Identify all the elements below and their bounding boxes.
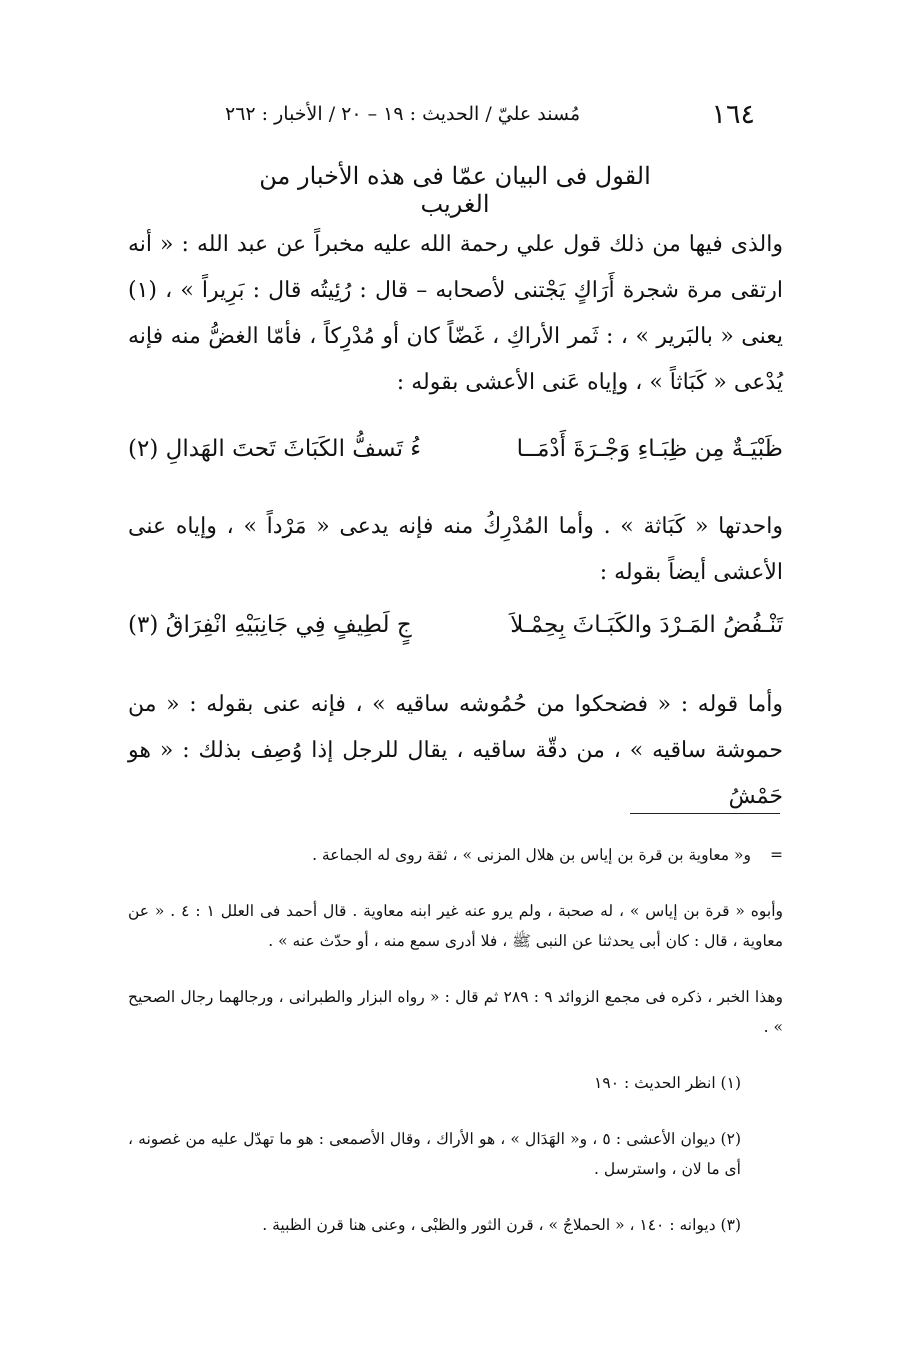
paragraph-1: والذى فيها من ذلك قول علي رحمة الله عليه مخبراً عن عبد الله : « أنه ارتقى مرة شجرة أَرَاكٍ يَجْتنى لأصحابه – قال : رُئِيتُه قال : بَرِيراً » ، (١) يعنى « بالبَرير » ، : ثَمر الأراكِ ، غَضّاً كان أو مُدْرِكاً ، فأمّا الغضُّ منه فإنه يُدْعى « كَبَاثاً » ، وإياه عَنى الأعشى بقوله : bbox=[128, 232, 783, 395]
running-title: مُسند عليّ / الحديث : ١٩ – ٢٠ / الأخبار : ٢٦٢ bbox=[225, 103, 581, 125]
footnote-3: (٣) ديوانه : ١٤٠ ، « الحملاجُ » ، قرن الثور والظبْى ، وعنى هنا قرن الظبية . bbox=[262, 1216, 741, 1234]
page-header bbox=[225, 94, 755, 134]
continuation-marker: = bbox=[770, 846, 783, 864]
footnote-divider bbox=[630, 813, 780, 814]
page-number: ١٦٤ bbox=[711, 98, 755, 130]
footnote-continuation-1-text: و« معاوية بن قرة بن إياس بن هلال المزنى » ، ثقة روى له الجماعة . bbox=[312, 846, 751, 864]
footnote-continuation-3: وهذا الخبر ، ذكره فى مجمع الزوائد ٩ : ٢٨٩ ثم قال : « رواه البزار والطبرانى ، ورجالهما رجال الصحيح » . bbox=[128, 988, 783, 1036]
footnote-2: (٢) ديوان الأعشى : ٥ ، و« الهَدَال » ، هو الأراك ، وقال الأصمعى : هو ما تهدّل عليه من غصونه ، أى ما لان ، واسترسل . bbox=[128, 1130, 741, 1178]
paragraph-3: وأما قوله : « فضحكوا من حُمُوشه ساقيه » ، فإنه عنى بقوله : « من حموشة ساقيه » ، من دقّة ساقيه ، يقال للرجل إذا وُصِف بذلك : « هو حَمْشُ bbox=[128, 692, 783, 809]
footnote-continuation-2: وأبوه « قرة بن إياس » ، له صحبة ، ولم يرو عنه غير ابنه معاوية . قال أحمد فى العلل ١ : ٤ . « عن معاوية ، قال : كان أبى يحدثنا عن النبى ﷺ ، فلا أدرى سمع منه ، أو حدّث عنه » . bbox=[128, 902, 784, 950]
verse-1 bbox=[128, 436, 783, 480]
verse-2-first-hemistich: تَنْـفُضُ المَـرْدَ والكَبَـاثَ بِحِمْـلاَ bbox=[510, 612, 783, 638]
section-title: القول فى البيان عمّا فى هذه الأخبار من الغريب bbox=[259, 162, 651, 218]
paragraph-2: واحدتها « كَبَاثة » . وأما المُدْرِكُ منه فإنه يدعى « مَرْداً » ، وإياه عنى الأعشى أيضاً بقوله : bbox=[128, 514, 783, 585]
verse-2 bbox=[128, 612, 783, 656]
verse-1-first-hemistich: ظَبْيَـةٌ مِن ظِبَـاءِ وَجْـرَةَ أَدْمَــا bbox=[516, 436, 783, 462]
footnote-1: (١) انظر الحديث : ١٩٠ bbox=[594, 1074, 741, 1092]
verse-1-second-hemistich: ءُ تَسفُّ الكَبَاثَ تَحتَ الهَدالِ (٢) bbox=[128, 436, 422, 462]
footnote-continuation-1 bbox=[128, 840, 783, 870]
verse-2-second-hemistich: جٍ لَطِيفٍ فِي جَانِبَيْهِ انْفِرَاقُ (٣) bbox=[128, 612, 412, 638]
